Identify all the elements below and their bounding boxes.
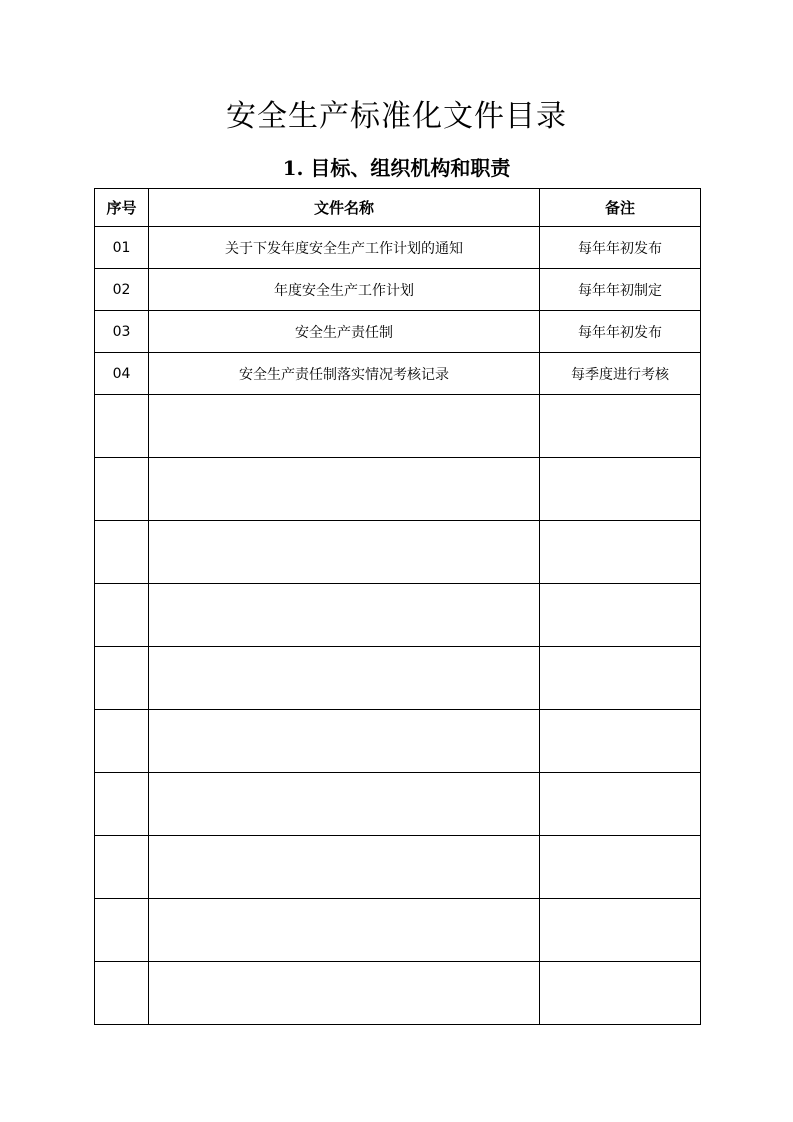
cell-file-name: 安全生产责任制 (149, 311, 540, 353)
cell-remarks: 每年年初制定 (540, 269, 701, 311)
cell-number: 02 (95, 269, 149, 311)
table-row (95, 353, 701, 395)
table-row-empty (95, 584, 701, 647)
cell-number: 01 (95, 227, 149, 269)
table-row-empty (95, 521, 701, 584)
cell-file-name (149, 773, 540, 836)
cell-remarks (540, 710, 701, 773)
cell-number (95, 395, 149, 458)
cell-remarks (540, 395, 701, 458)
table-row-empty (95, 647, 701, 710)
cell-number (95, 710, 149, 773)
section-title: 1. 目标、组织机构和职责 (282, 156, 511, 180)
cell-number (95, 836, 149, 899)
cell-number (95, 647, 149, 710)
table-row-empty (95, 395, 701, 458)
cell-file-name (149, 647, 540, 710)
cell-remarks: 每季度进行考核 (540, 353, 701, 395)
file-catalog-table (94, 188, 701, 1025)
table-row-empty (95, 773, 701, 836)
cell-file-name (149, 395, 540, 458)
cell-remarks (540, 647, 701, 710)
cell-remarks (540, 458, 701, 521)
table-row (95, 269, 701, 311)
table-row-empty (95, 836, 701, 899)
table-header-row (95, 189, 701, 227)
cell-remarks (540, 521, 701, 584)
header-remarks: 备注 (540, 189, 701, 227)
cell-number (95, 899, 149, 962)
cell-remarks (540, 584, 701, 647)
cell-file-name (149, 710, 540, 773)
cell-file-name (149, 584, 540, 647)
cell-remarks (540, 962, 701, 1025)
cell-file-name: 关于下发年度安全生产工作计划的通知 (149, 227, 540, 269)
cell-file-name (149, 521, 540, 584)
cell-remarks (540, 773, 701, 836)
cell-remarks (540, 836, 701, 899)
cell-number: 03 (95, 311, 149, 353)
cell-remarks: 每年年初发布 (540, 227, 701, 269)
table-row-empty (95, 899, 701, 962)
cell-file-name (149, 899, 540, 962)
cell-file-name (149, 962, 540, 1025)
table-row (95, 227, 701, 269)
header-number: 序号 (95, 189, 149, 227)
cell-number (95, 458, 149, 521)
table-row-empty (95, 710, 701, 773)
cell-remarks (540, 899, 701, 962)
cell-file-name: 年度安全生产工作计划 (149, 269, 540, 311)
table-row-empty (95, 458, 701, 521)
table-row-empty (95, 962, 701, 1025)
cell-remarks: 每年年初发布 (540, 311, 701, 353)
cell-number (95, 962, 149, 1025)
document-title: 安全生产标准化文件目录 (226, 99, 567, 134)
cell-number (95, 773, 149, 836)
cell-number: 04 (95, 353, 149, 395)
table-row (95, 311, 701, 353)
cell-number (95, 584, 149, 647)
cell-number (95, 521, 149, 584)
cell-file-name (149, 458, 540, 521)
cell-file-name: 安全生产责任制落实情况考核记录 (149, 353, 540, 395)
header-file-name: 文件名称 (149, 189, 540, 227)
cell-file-name (149, 836, 540, 899)
